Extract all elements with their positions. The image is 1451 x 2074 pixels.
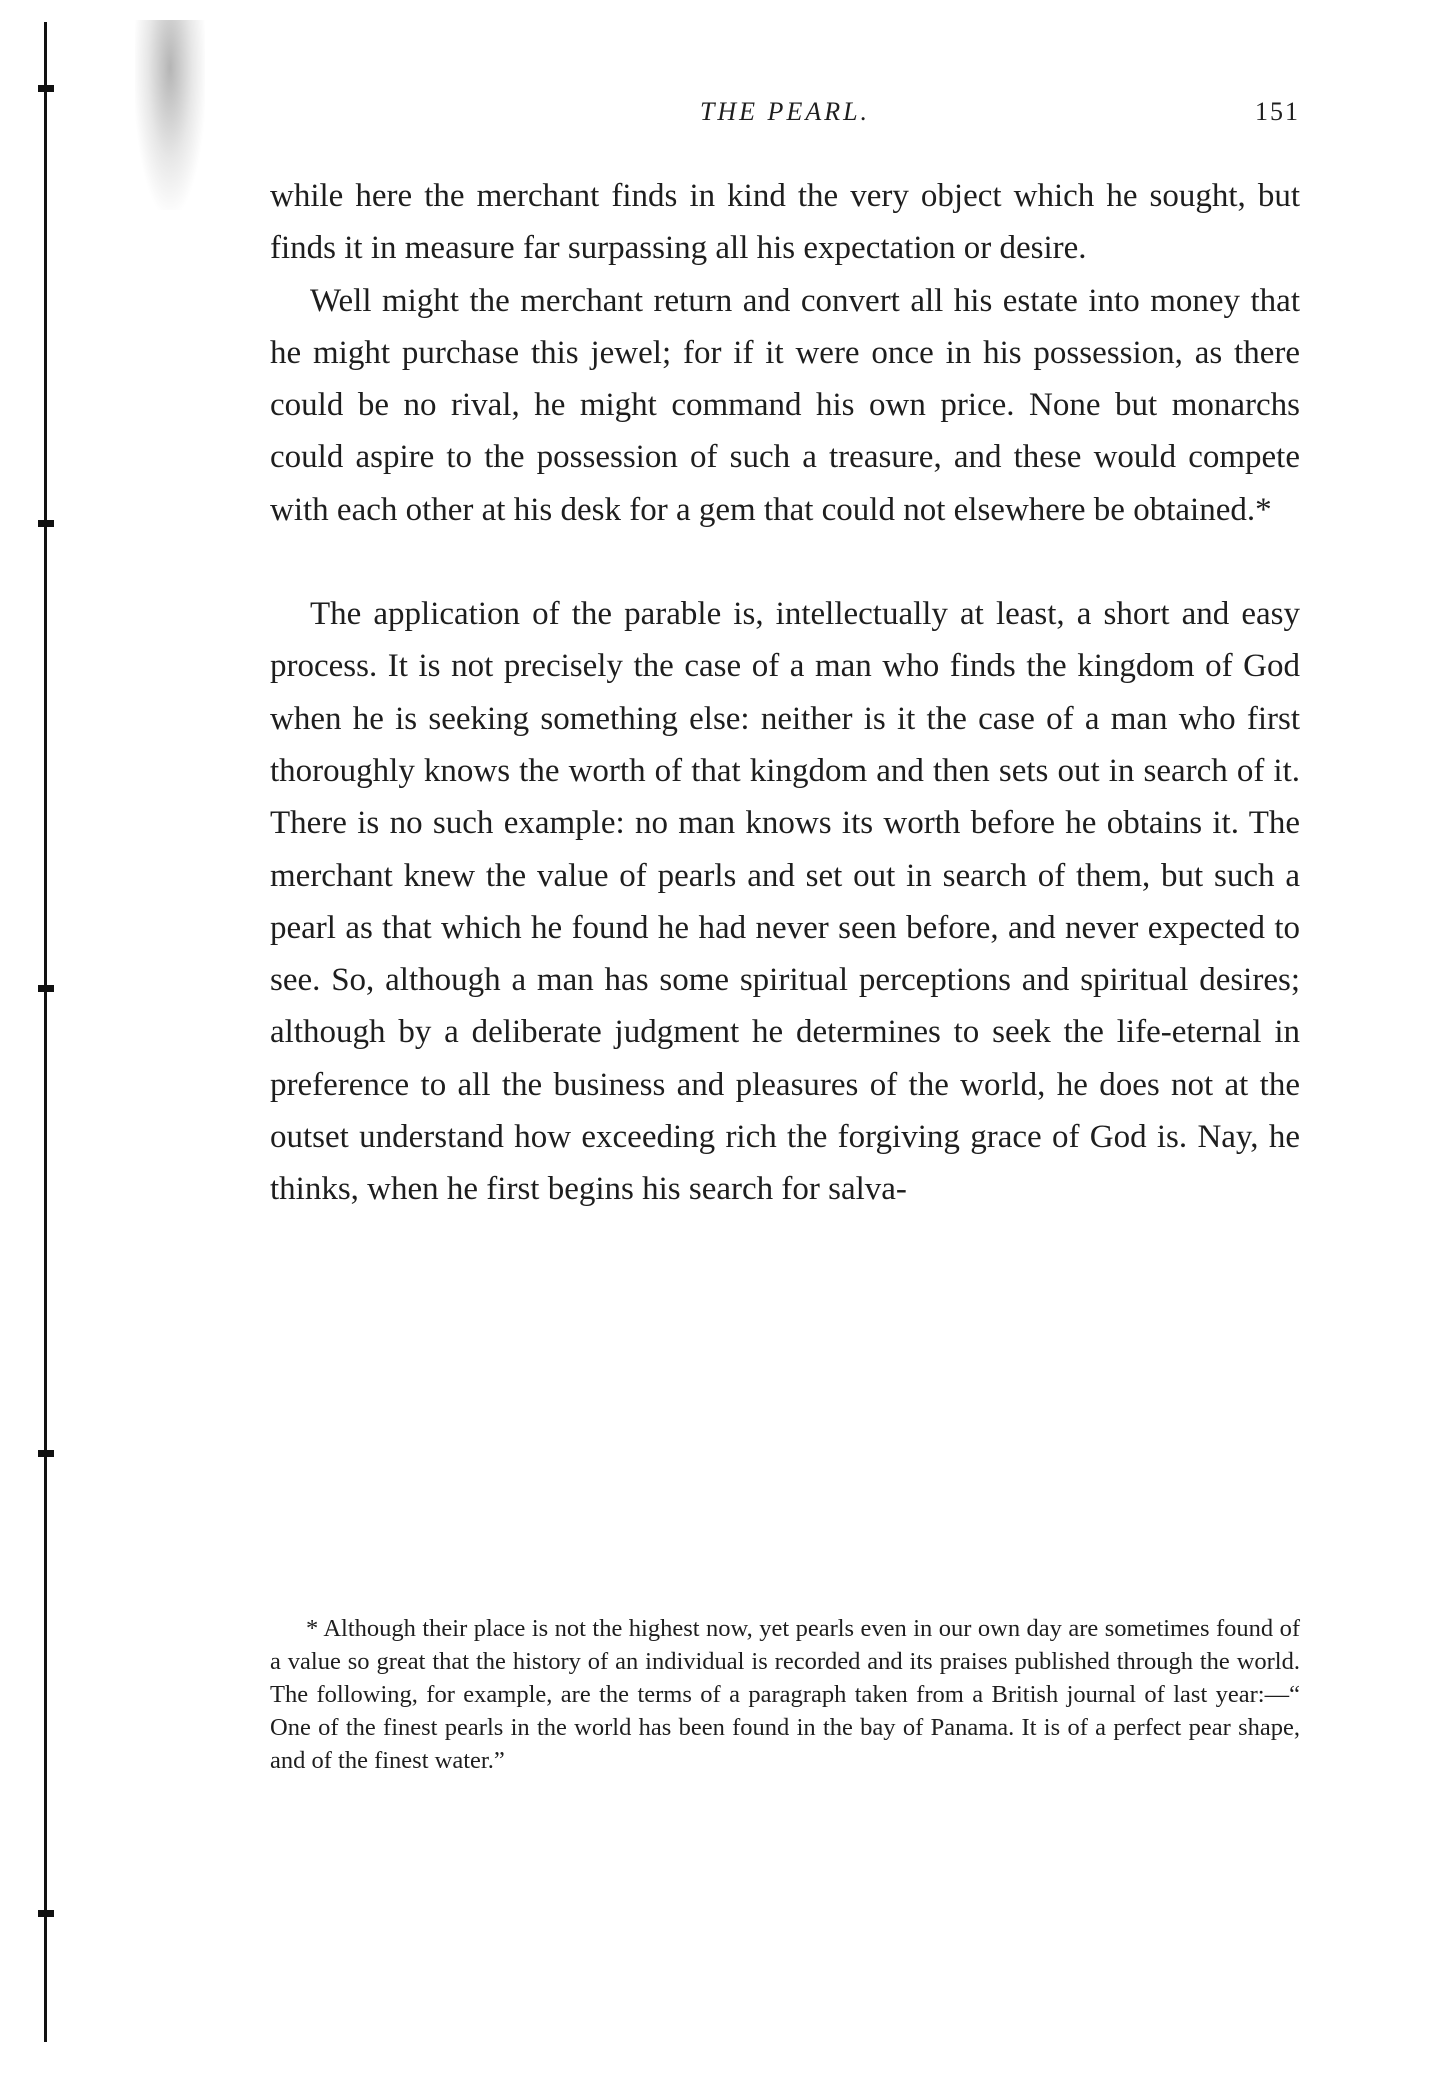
- binding-edge-line: [44, 22, 47, 2042]
- binding-edge-mark: [38, 985, 54, 992]
- binding-edge-mark: [38, 85, 54, 92]
- body-text: [270, 170, 1300, 1216]
- paragraph-continuation: while here the merchant finds in kind the very object which he sought, but finds it in measure far surpassing all his expectation or desire.: [270, 178, 1300, 267]
- running-head: [270, 97, 1300, 137]
- running-head-title: THE PEARL.: [699, 97, 871, 126]
- scan-blot: [135, 20, 205, 210]
- page-number: 151: [1255, 97, 1300, 126]
- paragraph-merchant: Well might the merchant return and convert all his estate into money that he might purchase this jewel; for if it were once in his possession, as there could be no rival, he might command his own price. None but monarchs could aspire to the possession of such a treasure, and these would compete with each other at his desk for a gem that could not elsewhere be obtained.*: [270, 282, 1300, 528]
- binding-edge-mark: [38, 520, 54, 527]
- binding-edge-mark: [38, 1450, 54, 1457]
- footnote: * Although their place is not the highest now, yet pearls even in our own day are sometimes found of a value so great that the history of an individual is recorded and its praises published through the world. The following, for example, are the terms of a paragraph taken from a British journal of last year:—“ One of the finest pearls in the world has been found in the bay of Panama. It is of a perfect pear shape, and of the finest water.”: [270, 1615, 1300, 1774]
- binding-edge-mark: [38, 1910, 54, 1917]
- paragraph-application: The application of the parable is, intellectually at least, a short and easy process. It is not precisely the case of a man who finds the kingdom of God when he is seeking something else: neither is it the case of a man who first thoroughly knows the worth of that kingdom and then sets out in search of it. There is no such example: no man knows its worth before he obtains it. The merchant knew the value of pearls and set out in search of them, but such a pearl as that which he found he had never seen before, and never expected to see. So, although a man has some spiritual perceptions and spiritual desires; although by a deliberate judgment he determines to seek the life-eternal in preference to all the business and pleasures of the world, he does not at the outset understand how exceeding rich the forgiving grace of God is. Nay, he thinks, when he first begins his search for salva-: [270, 596, 1300, 1208]
